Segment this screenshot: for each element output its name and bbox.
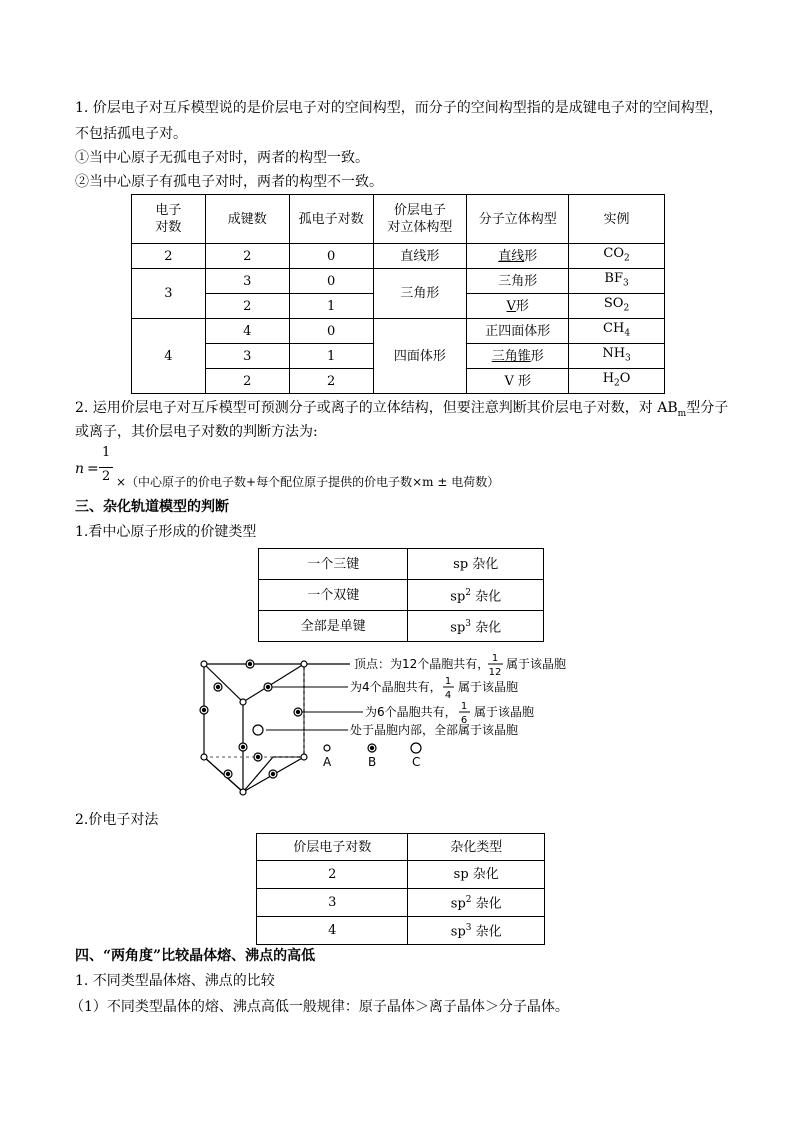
- svg-text:1: 1: [444, 676, 452, 687]
- table1-header-0: 电子 对数: [132, 195, 206, 244]
- section-3-title: 三、杂化轨道模型的判断: [75, 499, 229, 515]
- hybrid-type-cell: $sp^3$ 杂化: [408, 611, 544, 642]
- legend-label-b: B: [368, 755, 377, 769]
- section-4-line-1: 1. 不同类型晶体熔、沸点的比较: [75, 973, 275, 989]
- table3-header-pairs: 价层电子对数: [257, 834, 408, 861]
- section-3-subheading-1: 1.看中心原子形成的价键类型: [75, 524, 257, 540]
- paragraph-1-line-2: 不包括孤电子对。: [75, 126, 187, 142]
- molecular-shape-cell: V 形: [467, 369, 569, 394]
- pair-count-cell: 2: [132, 244, 206, 269]
- table1-header-2: 孤电子对数: [289, 195, 373, 244]
- bond-count-cell: 3: [205, 269, 289, 294]
- bond-count-cell: 3: [205, 344, 289, 369]
- lone-pair-cell: 1: [289, 344, 373, 369]
- paragraph-1-line-1: 1. 价层电子对互斥模型说的是价层电子对的空间构型，而分子的空间构型指的是成键电子对的空间构型，: [75, 100, 723, 116]
- legend-label-a: A: [323, 755, 332, 769]
- table1-header-5: 实例: [569, 195, 665, 244]
- table-row: [257, 889, 545, 917]
- molecular-shape-cell: 直线形: [467, 244, 569, 269]
- lone-pair-cell: 0: [289, 269, 373, 294]
- section-4-line-2: （1）不同类型晶体的熔、沸点高低一般规律：原子晶体＞离子晶体＞分子晶体。: [70, 999, 569, 1015]
- hybrid-type-cell: sp 杂化: [408, 549, 544, 580]
- svg-text:6: 6: [460, 715, 468, 726]
- crystal-cell-figure: [198, 652, 618, 802]
- bond-count-cell: 2: [205, 369, 289, 394]
- bond-count-cell: 2: [205, 294, 289, 319]
- molecular-shape-cell: 三角锥形: [467, 344, 569, 369]
- bond-count-cell: 2: [205, 244, 289, 269]
- vsepr-shape-cell: 直线形: [373, 244, 467, 269]
- table1-header-4: 分子立体构型: [467, 195, 569, 244]
- table1-header-3: 价层电子 对立体构型: [373, 195, 467, 244]
- lone-pair-cell: 0: [289, 244, 373, 269]
- table-row: [259, 611, 544, 642]
- example-cell: $CO_2$: [569, 244, 665, 269]
- leader-lines: [254, 664, 363, 730]
- bond-type-cell: 一个三键: [259, 549, 408, 580]
- table-row: [257, 861, 545, 889]
- legend-label-c: C: [412, 755, 421, 769]
- molecular-shape-cell: V形: [467, 294, 569, 319]
- pair-count-cell: 4: [257, 917, 408, 945]
- hybrid-type-cell: sp 杂化: [408, 861, 545, 889]
- pair-count-cell: 2: [257, 861, 408, 889]
- example-cell: $H_2O$: [569, 369, 665, 394]
- figure-label-edge: 为4个晶胞共有，: [350, 680, 442, 694]
- lone-pair-cell: 2: [289, 369, 373, 394]
- legend-atom-a: [324, 745, 330, 751]
- bond-type-cell: 全部是单键: [259, 611, 408, 642]
- example-cell: $SO_2$: [569, 294, 665, 319]
- legend-atom-c: [411, 743, 421, 753]
- pair-count-cell: 3: [132, 269, 206, 319]
- vsepr-table: [131, 194, 665, 394]
- svg-text:属于该晶胞: 属于该晶胞: [474, 705, 535, 719]
- table-row: [132, 269, 665, 294]
- table-row: [259, 549, 544, 580]
- paragraph-item-1: ①当中心原子无孤电子对时，两者的构型一致。: [75, 150, 369, 166]
- svg-text:4: 4: [444, 690, 452, 701]
- svg-text:1: 1: [491, 653, 499, 664]
- svg-text:属于该晶胞: 属于该晶胞: [458, 680, 519, 694]
- svg-text:12: 12: [488, 667, 502, 678]
- hybrid-type-cell: $sp^2$ 杂化: [408, 580, 544, 611]
- svg-text:1: 1: [460, 701, 468, 712]
- table-row: [132, 319, 665, 344]
- vsepr-shape-cell: 四面体形: [373, 319, 467, 394]
- svg-text:属于该晶胞: 属于该晶胞: [506, 657, 567, 671]
- corner-atom: [201, 661, 207, 667]
- molecular-shape-cell: 正四面体形: [467, 319, 569, 344]
- example-cell: $CH_4$: [569, 319, 665, 344]
- example-cell: $NH_3$: [569, 344, 665, 369]
- hybrid-type-cell: $sp^3$ 杂化: [408, 917, 545, 945]
- hybridization-bond-table: [258, 548, 544, 642]
- section-3-subheading-2: 2.价电子对法: [75, 812, 159, 828]
- paragraph-2-line-1: 2. 运用价层电子对互斥模型可预测分子或离子的立体结构，但要注意判断其价层电子对数，对 $AB_m$型分子: [75, 400, 729, 419]
- section-4-title: 四、“两角度”比较晶体熔、沸点的高低: [75, 948, 316, 964]
- table-row: [259, 580, 544, 611]
- lone-pair-cell: 1: [289, 294, 373, 319]
- hybridization-pair-table: [256, 833, 545, 945]
- vsepr-shape-cell: 三角形: [373, 269, 467, 319]
- lone-pair-cell: 0: [289, 319, 373, 344]
- hybrid-type-cell: $sp^2$ 杂化: [408, 889, 545, 917]
- electron-pair-formula: n = 1 2 ×（中心原子的价电子数+每个配位原子提供的价电子数×m ± 电荷数）: [75, 445, 500, 489]
- paragraph-2-line-2: 或离子，其价层电子对数的判断方法为:: [75, 424, 318, 440]
- figure-label-face: 为6个晶胞共有，: [365, 705, 457, 719]
- figure-label-interior: 处于晶胞内部，全部属于该晶胞: [350, 723, 519, 737]
- bond-count-cell: 4: [205, 319, 289, 344]
- example-cell: $BF_3$: [569, 269, 665, 294]
- figure-label-vertex: 顶点：为12个晶胞共有，: [354, 657, 490, 671]
- pair-count-cell: 4: [132, 319, 206, 394]
- molecular-shape-cell: 三角形: [467, 269, 569, 294]
- table3-header-type: 杂化类型: [408, 834, 545, 861]
- paragraph-item-2: ②当中心原子有孤电子对时，两者的构型不一致。: [75, 174, 383, 190]
- table-row: [257, 917, 545, 945]
- table-row: [132, 244, 665, 269]
- pair-count-cell: 3: [257, 889, 408, 917]
- table1-header-1: 成键数: [205, 195, 289, 244]
- bond-type-cell: 一个双键: [259, 580, 408, 611]
